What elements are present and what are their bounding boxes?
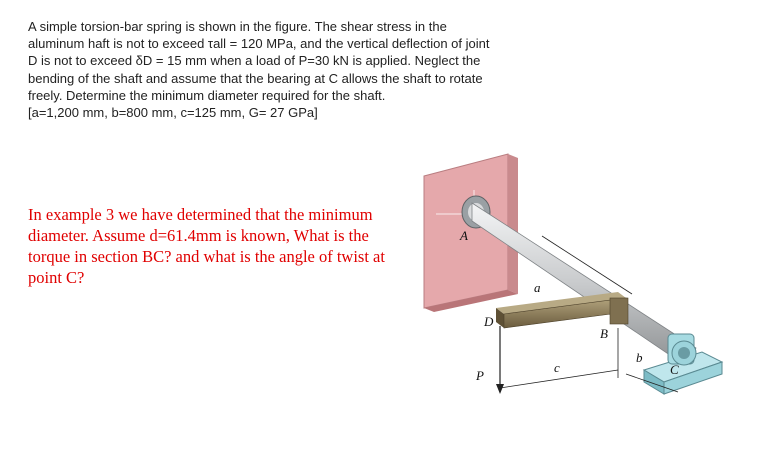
label-c-bearing: C xyxy=(670,362,679,377)
label-p: P xyxy=(476,368,484,383)
load-arrow xyxy=(496,326,504,394)
given-values: [a=1,200 mm, b=800 mm, c=125 mm, G= 27 GPa] xyxy=(28,105,318,121)
problem-statement xyxy=(28,18,496,121)
label-d: D xyxy=(484,314,494,329)
lever-arm xyxy=(496,292,628,328)
question-text: In example 3 we have determined that the minimum diameter. Assume d=61.4mm is known, What is the torque in section BC? and what is the angle of twist at point C? xyxy=(28,205,385,287)
label-a: A xyxy=(460,228,468,243)
label-c-dim: c xyxy=(554,360,560,375)
torsion-bar-figure xyxy=(404,148,744,458)
label-a-dim: a xyxy=(534,280,541,295)
label-b: B xyxy=(600,326,608,341)
problem-text: A simple torsion-bar spring is shown in the figure. The shear stress in the aluminum haft is not to exceed τall = 120 MPa, and the vertical deflection of joint D is not to exceed δD = 15 mm when a load of P=30 kN is applied. Neglect the bending of the shaft and assume that the bearing at C allows the shaft to rotate freely. Determine the minimum diameter required for the shaft. xyxy=(28,19,490,103)
label-b-dim: b xyxy=(636,350,643,365)
